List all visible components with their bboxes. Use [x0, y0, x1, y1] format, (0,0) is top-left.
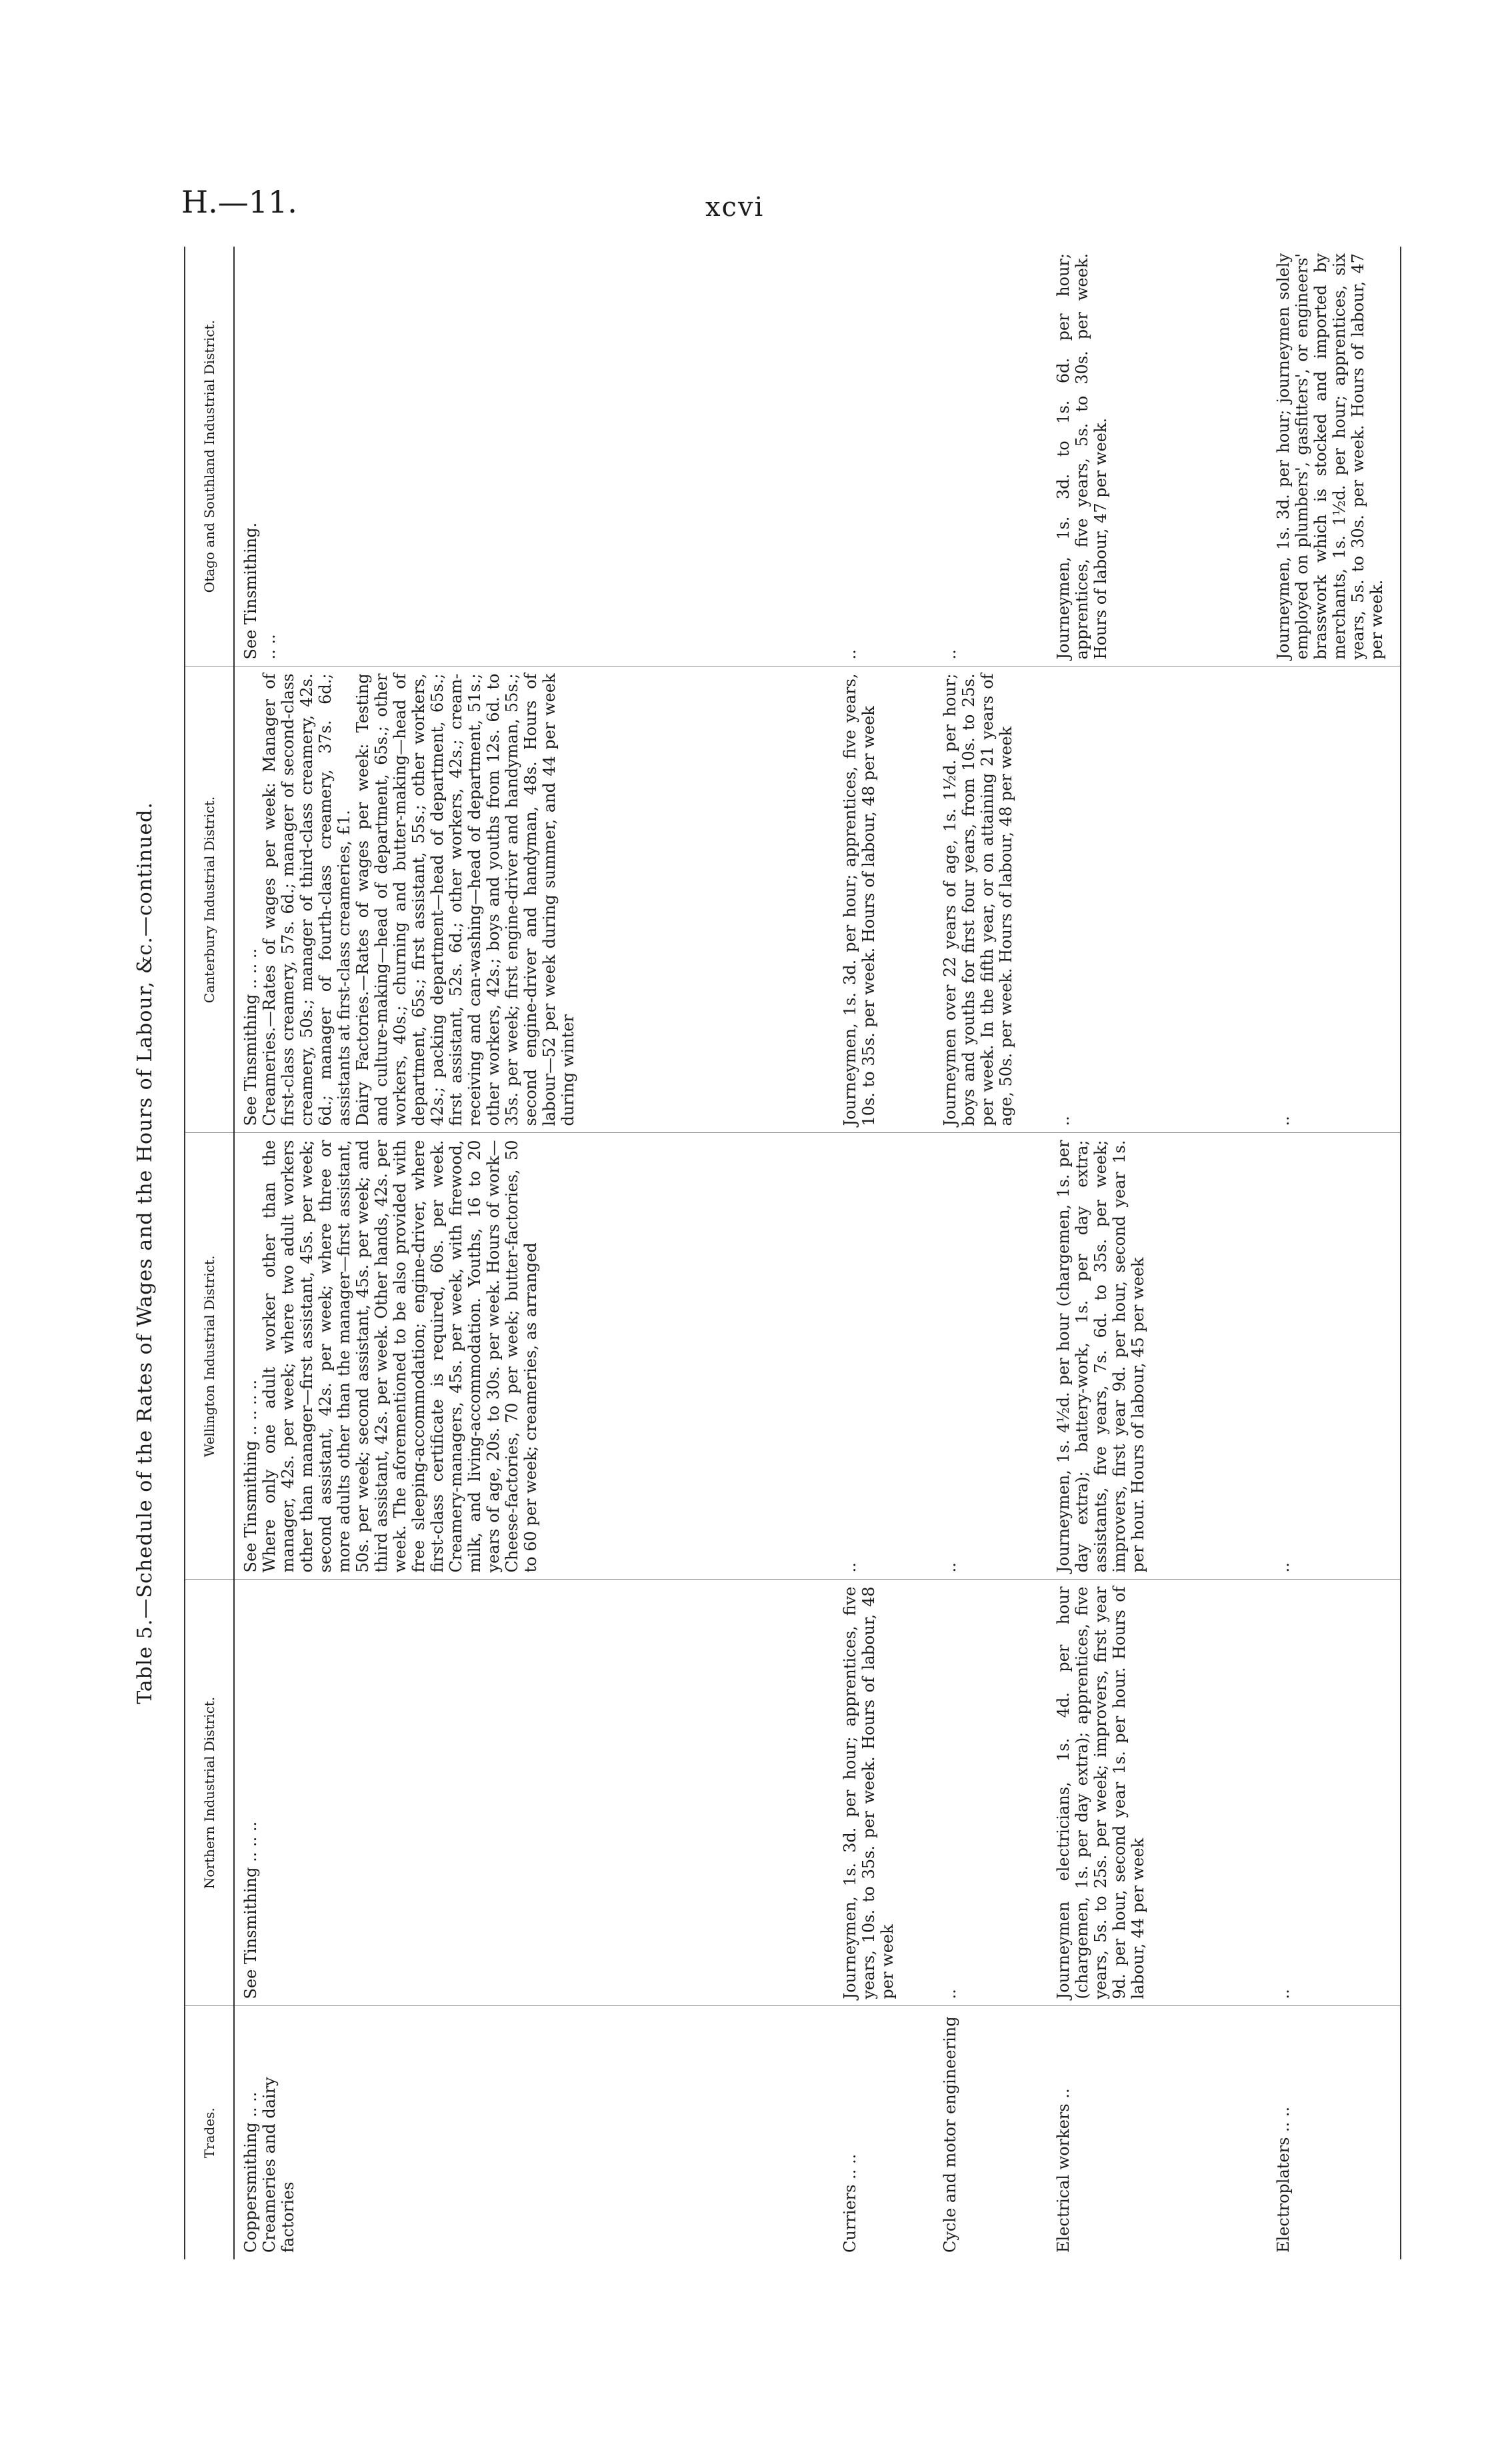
table-header-row	[185, 247, 234, 2259]
cell-text: Journeymen electricians, 1s. 4d. per hour (chargemen, 1s. per day extra); apprentices, five years, 5s. to 25s. per week; improvers, first year 9d. per hour, second year 1s. per hour. Hours of labour, 44 per week	[1054, 1586, 1147, 1999]
cell-text: ..	[841, 649, 859, 660]
column-header-canterbury: Canterbury Industrial District.	[185, 666, 234, 1133]
cell-wellington	[934, 1133, 1047, 1580]
column-header-wellington: Wellington Industrial District.	[185, 1133, 234, 1580]
rotated-table-region	[133, 247, 1386, 2259]
column-header-otago: Otago and Southland Industrial District.	[185, 247, 234, 666]
cell-text: Journeymen, 1s. 3d. per hour; journeymen solely employed on plumbers', gasfitters', or engineers' brasswork which is stocked and imported by merchants, 1s. 1½d. per hour; apprentices, six years, 5s. to 30s. per week. Hours of labour, 47 per week.	[1274, 253, 1386, 660]
cell-text: See Tinsmithing .. .. ..	[241, 948, 260, 1126]
cell-text: Creameries.—Rates of wages per week: Manager of first-class creamery, 57s. 6d.; manager of second-class creamery, 50s.; manager of third-class creamery, 42s. 6d.; manager of fourth-class creamery, 37s. 6d.; assistants at first-class creameries, £1.	[260, 673, 353, 1126]
cell-canterbury	[1047, 666, 1267, 1133]
cell-wellington	[834, 1133, 934, 1580]
cell-text: Journeymen, 1s. 4½d. per hour (chargemen, 1s. per day extra); battery-work, 1s. per day extra; assistants, five years, 7s. 6d. to 35s. per week; improvers, first year 9d. per hour, second year 1s. per hour. Hours of labour, 45 per week	[1054, 1140, 1147, 1573]
cell-text: See Tinsmithing .. .. .. ..	[241, 1379, 260, 1573]
cell-text: ..	[1054, 1116, 1073, 1126]
table-title: Table 5.—Schedule of the Rates of Wages and the Hours of Labour, &c.—continued.	[133, 802, 157, 1704]
cell-text: .. ..	[260, 634, 279, 660]
column-header-northern: Northern Industrial District.	[185, 1580, 234, 2006]
cell-text: ..	[841, 1562, 859, 1573]
cell-trade	[1267, 2006, 1401, 2259]
cell-northern	[1267, 1580, 1401, 2006]
table-body	[234, 247, 1401, 2259]
page-number: xcvi	[705, 192, 765, 223]
cell-trade	[234, 2006, 834, 2259]
cell-text: ..	[941, 649, 959, 660]
cell-text: Electroplaters .. ..	[1274, 2106, 1293, 2253]
cell-text: Journeymen over 22 years of age, 1s. 1½d. per hour; boys and youths for first four years, from 10s. to 25s. per week. In the fifth year, or on attaining 21 years of age, 50s. per week. Hours of labour, 48 per week	[941, 673, 1015, 1126]
cell-trade	[934, 2006, 1047, 2259]
cell-text: Journeymen, 1s. 3d. per hour; apprentices, five years, 10s. to 35s. per week. Hours of labour, 48 per week	[841, 673, 878, 1126]
cell-text: Coppersmithing .. ..	[241, 2091, 260, 2253]
document-id: H.—11.	[181, 184, 297, 220]
cell-canterbury	[934, 666, 1047, 1133]
cell-otago	[1267, 247, 1401, 666]
cell-text: Electrical workers ..	[1054, 2088, 1073, 2253]
cell-wellington	[1047, 1133, 1267, 1580]
cell-trade	[1047, 2006, 1267, 2259]
cell-wellington	[1267, 1133, 1401, 1580]
cell-otago	[934, 247, 1047, 666]
wages-table	[184, 247, 1401, 2259]
cell-text: Journeymen, 1s. 3d. per hour; apprentices, five years, 10s. to 35s. per week. Hours of labour, 48 per week	[841, 1586, 897, 1999]
cell-canterbury	[834, 666, 934, 1133]
cell-northern	[234, 1580, 834, 2006]
table-row	[834, 247, 934, 2259]
cell-text: Curriers .. ..	[841, 2153, 859, 2253]
cell-text: ..	[1274, 1116, 1293, 1126]
column-header-trades: Trades.	[185, 2006, 234, 2259]
cell-text: See Tinsmithing .. .. ..	[241, 1821, 260, 1999]
table-row	[1267, 247, 1401, 2259]
cell-text: Where only one adult worker other than the manager, 42s. per week; where two adult workers other than manager—first assistant, 45s. per week; second assistant, 42s. per week; where three or more adults other than the manager—first assistant, 50s. per week; second assistant, 45s. per week; and third assistant, 42s. per week. Other hands, 42s. per week. The aforementioned to be also provided with free sleeping-accommodation; engine-driver, where first-class certificate is required, 60s. per week. Creamery-managers, 45s. per week, with firewood, milk, and living-accommodation. Youths, 16 to 20 years of age, 20s. to 30s. per week. Hours of work—Cheese-factories, 70 per week; butter-factories, 50 to 60 per week; creameries, as arranged	[260, 1140, 540, 1573]
cell-canterbury	[234, 666, 834, 1133]
cell-text: ..	[941, 1562, 959, 1573]
cell-northern	[934, 1580, 1047, 2006]
cell-otago	[1047, 247, 1267, 666]
cell-text: ..	[941, 1989, 959, 1999]
cell-otago	[834, 247, 934, 666]
cell-trade	[834, 2006, 934, 2259]
cell-text: Journeymen, 1s. 3d. to 1s. 6d. per hour; apprentices, five years, 5s. to 30s. per week. Hours of labour, 47 per week.	[1054, 253, 1110, 660]
cell-canterbury	[1267, 666, 1401, 1133]
cell-text: Creameries and dairy factories	[260, 2077, 297, 2253]
cell-text: ..	[1274, 1989, 1293, 1999]
cell-wellington	[234, 1133, 834, 1580]
table-row	[234, 247, 834, 2259]
table-row	[1047, 247, 1267, 2259]
cell-text: See Tinsmithing.	[241, 522, 260, 660]
cell-otago	[234, 247, 834, 666]
cell-text: Dairy Factories.—Rates of wages per week: Testing and culture-making—head of department, 65s.; other workers, 40s.; churning and butter-making—head of department, 65s.; first assistant, 55s.; other workers, 42s.; packing department—head of department, 65s.; first assistant, 52s. 6d.; other workers, 42s.; cream-receiving and can-washing—head of department, 51s.; other workers, 42s.; boys and youths from 12s. 6d. to 35s. per week; first engine-driver and handyman, 55s.; second engine-driver and handyman, 48s. Hours of labour—52 per week during summer, and 44 per week during winter	[353, 673, 577, 1126]
table-row	[934, 247, 1047, 2259]
cell-northern	[1047, 1580, 1267, 2006]
cell-text: Cycle and motor engineering	[941, 2016, 959, 2253]
cell-text: ..	[1274, 1562, 1293, 1573]
cell-northern	[834, 1580, 934, 2006]
